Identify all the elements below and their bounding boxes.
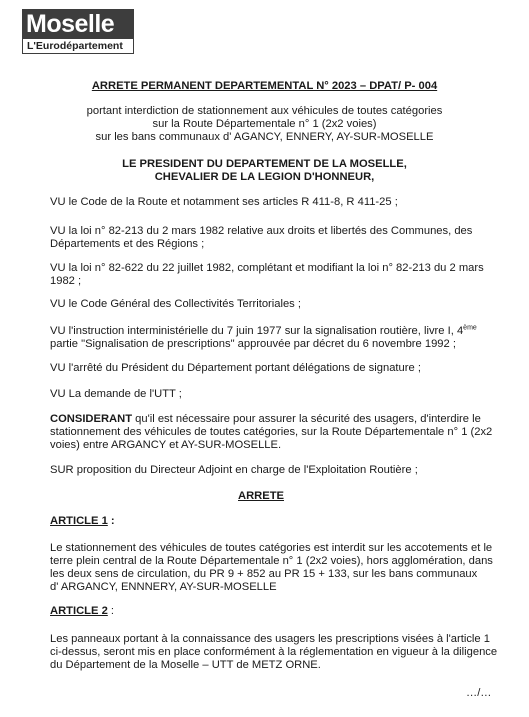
article-1-line-3: les deux sens de circulation, du PR 9 + 852 au PR 15 + 133, sur les bans communaux — [50, 568, 478, 580]
article-1-colon: : — [107, 515, 115, 527]
authority-line-1: LE PRESIDENT DU DEPARTEMENT DE LA MOSELLE, — [122, 158, 407, 170]
article-2-line-3: du Département de la Moselle – UTT de METZ ORNE. — [50, 659, 321, 671]
vu-instruction-text: VU l'instruction interministérielle du 7 juin 1977 sur la signalisation routière, livre I, 4 — [50, 325, 464, 337]
vu-loi-82-622-line1: VU la loi n° 82-622 du 22 juillet 1982, complétant et modifiant la loi n° 82-213 du 2 mars — [50, 262, 484, 274]
decree-title: ARRETE PERMANENT DEPARTEMENTAL N° 2023 – DPAT/ P- 004 — [91, 80, 438, 92]
vu-loi-82-622-line2: 1982 ; — [50, 275, 82, 287]
proposition: SUR proposition du Directeur Adjoint en charge de l'Exploitation Routière ; — [50, 464, 418, 476]
considerant-line1 — [50, 413, 481, 426]
article-2-line-2: ci-dessus, seront mis en place conformément à la réglementation en vigueur à la diligence — [50, 646, 498, 658]
vu-instruction-sup: ème — [463, 324, 477, 332]
vu-instruction-line1 — [50, 325, 477, 338]
article-1-label: ARTICLE 1 — [50, 515, 108, 527]
article-2-line-1: Les panneaux portant à la connaissance des usagers les prescriptions visées à l'article 1 — [50, 633, 490, 645]
considerant-label: CONSIDERANT — [50, 413, 133, 425]
vu-demande-utt: VU La demande de l'UTT ; — [50, 388, 182, 400]
authority-line-2: CHEVALIER DE LA LEGION D'HONNEUR, — [154, 171, 375, 183]
considerant-line2: stationnement des véhicules de toutes catégories, sur la Route Départementale n° 1 (2x2 — [50, 426, 493, 438]
considerant-text: qu'il est nécessaire pour assurer la sécurité des usagers, d'interdire le — [132, 413, 481, 425]
article-2-colon: : — [107, 605, 115, 617]
vu-cgct: VU le Code Général des Collectivités Territoriales ; — [50, 298, 301, 310]
vu-arrete-delegation: VU l'arrêté du Président du Département portant délégations de signature ; — [50, 362, 421, 374]
subtitle-line-1: portant interdiction de stationnement aux véhicules de toutes catégories — [86, 105, 443, 117]
subtitle-line-3: sur les bans communaux d' AGANCY, ENNERY, AY-SUR-MOSELLE — [95, 131, 434, 143]
article-2-heading — [50, 605, 114, 618]
article-1-line-2: terre plein central de la Route Départementale n° 1 (2x2 voies), hors agglomération, dans — [50, 555, 493, 567]
vu-code-route: VU le Code de la Route et notamment ses articles R 411-8, R 411-25 ; — [50, 196, 398, 208]
considerant-line3: voies) entre ARGANCY et AY-SUR-MOSELLE. — [50, 439, 282, 451]
vu-instruction-line2: partie "Signalisation de prescriptions" approuvée par décret du 6 novembre 1992 ; — [50, 338, 456, 350]
moselle-logo — [22, 9, 134, 54]
article-1-line-4: d' ARGANCY, ENNNERY, AY-SUR-MOSELLE — [50, 581, 277, 593]
logo-name: Moselle — [22, 9, 134, 39]
vu-loi-82-213-line1: VU la loi n° 82-213 du 2 mars 1982 relative aux droits et libertés des Communes, des — [50, 225, 473, 237]
logo-tagline: L'Eurodépartement — [22, 39, 134, 54]
article-1-line-1: Le stationnement des véhicules de toutes catégories est interdit sur les accotements et le — [50, 542, 493, 554]
arrete-heading: ARRETE — [238, 490, 284, 502]
page-continuation: …/… — [466, 687, 492, 699]
vu-loi-82-213-line2: Départements et des Régions ; — [50, 238, 205, 250]
article-2-label: ARTICLE 2 — [50, 605, 108, 617]
subtitle-line-2: sur la Route Départementale n° 1 (2x2 voies) — [152, 118, 377, 130]
article-1-heading — [50, 515, 115, 528]
